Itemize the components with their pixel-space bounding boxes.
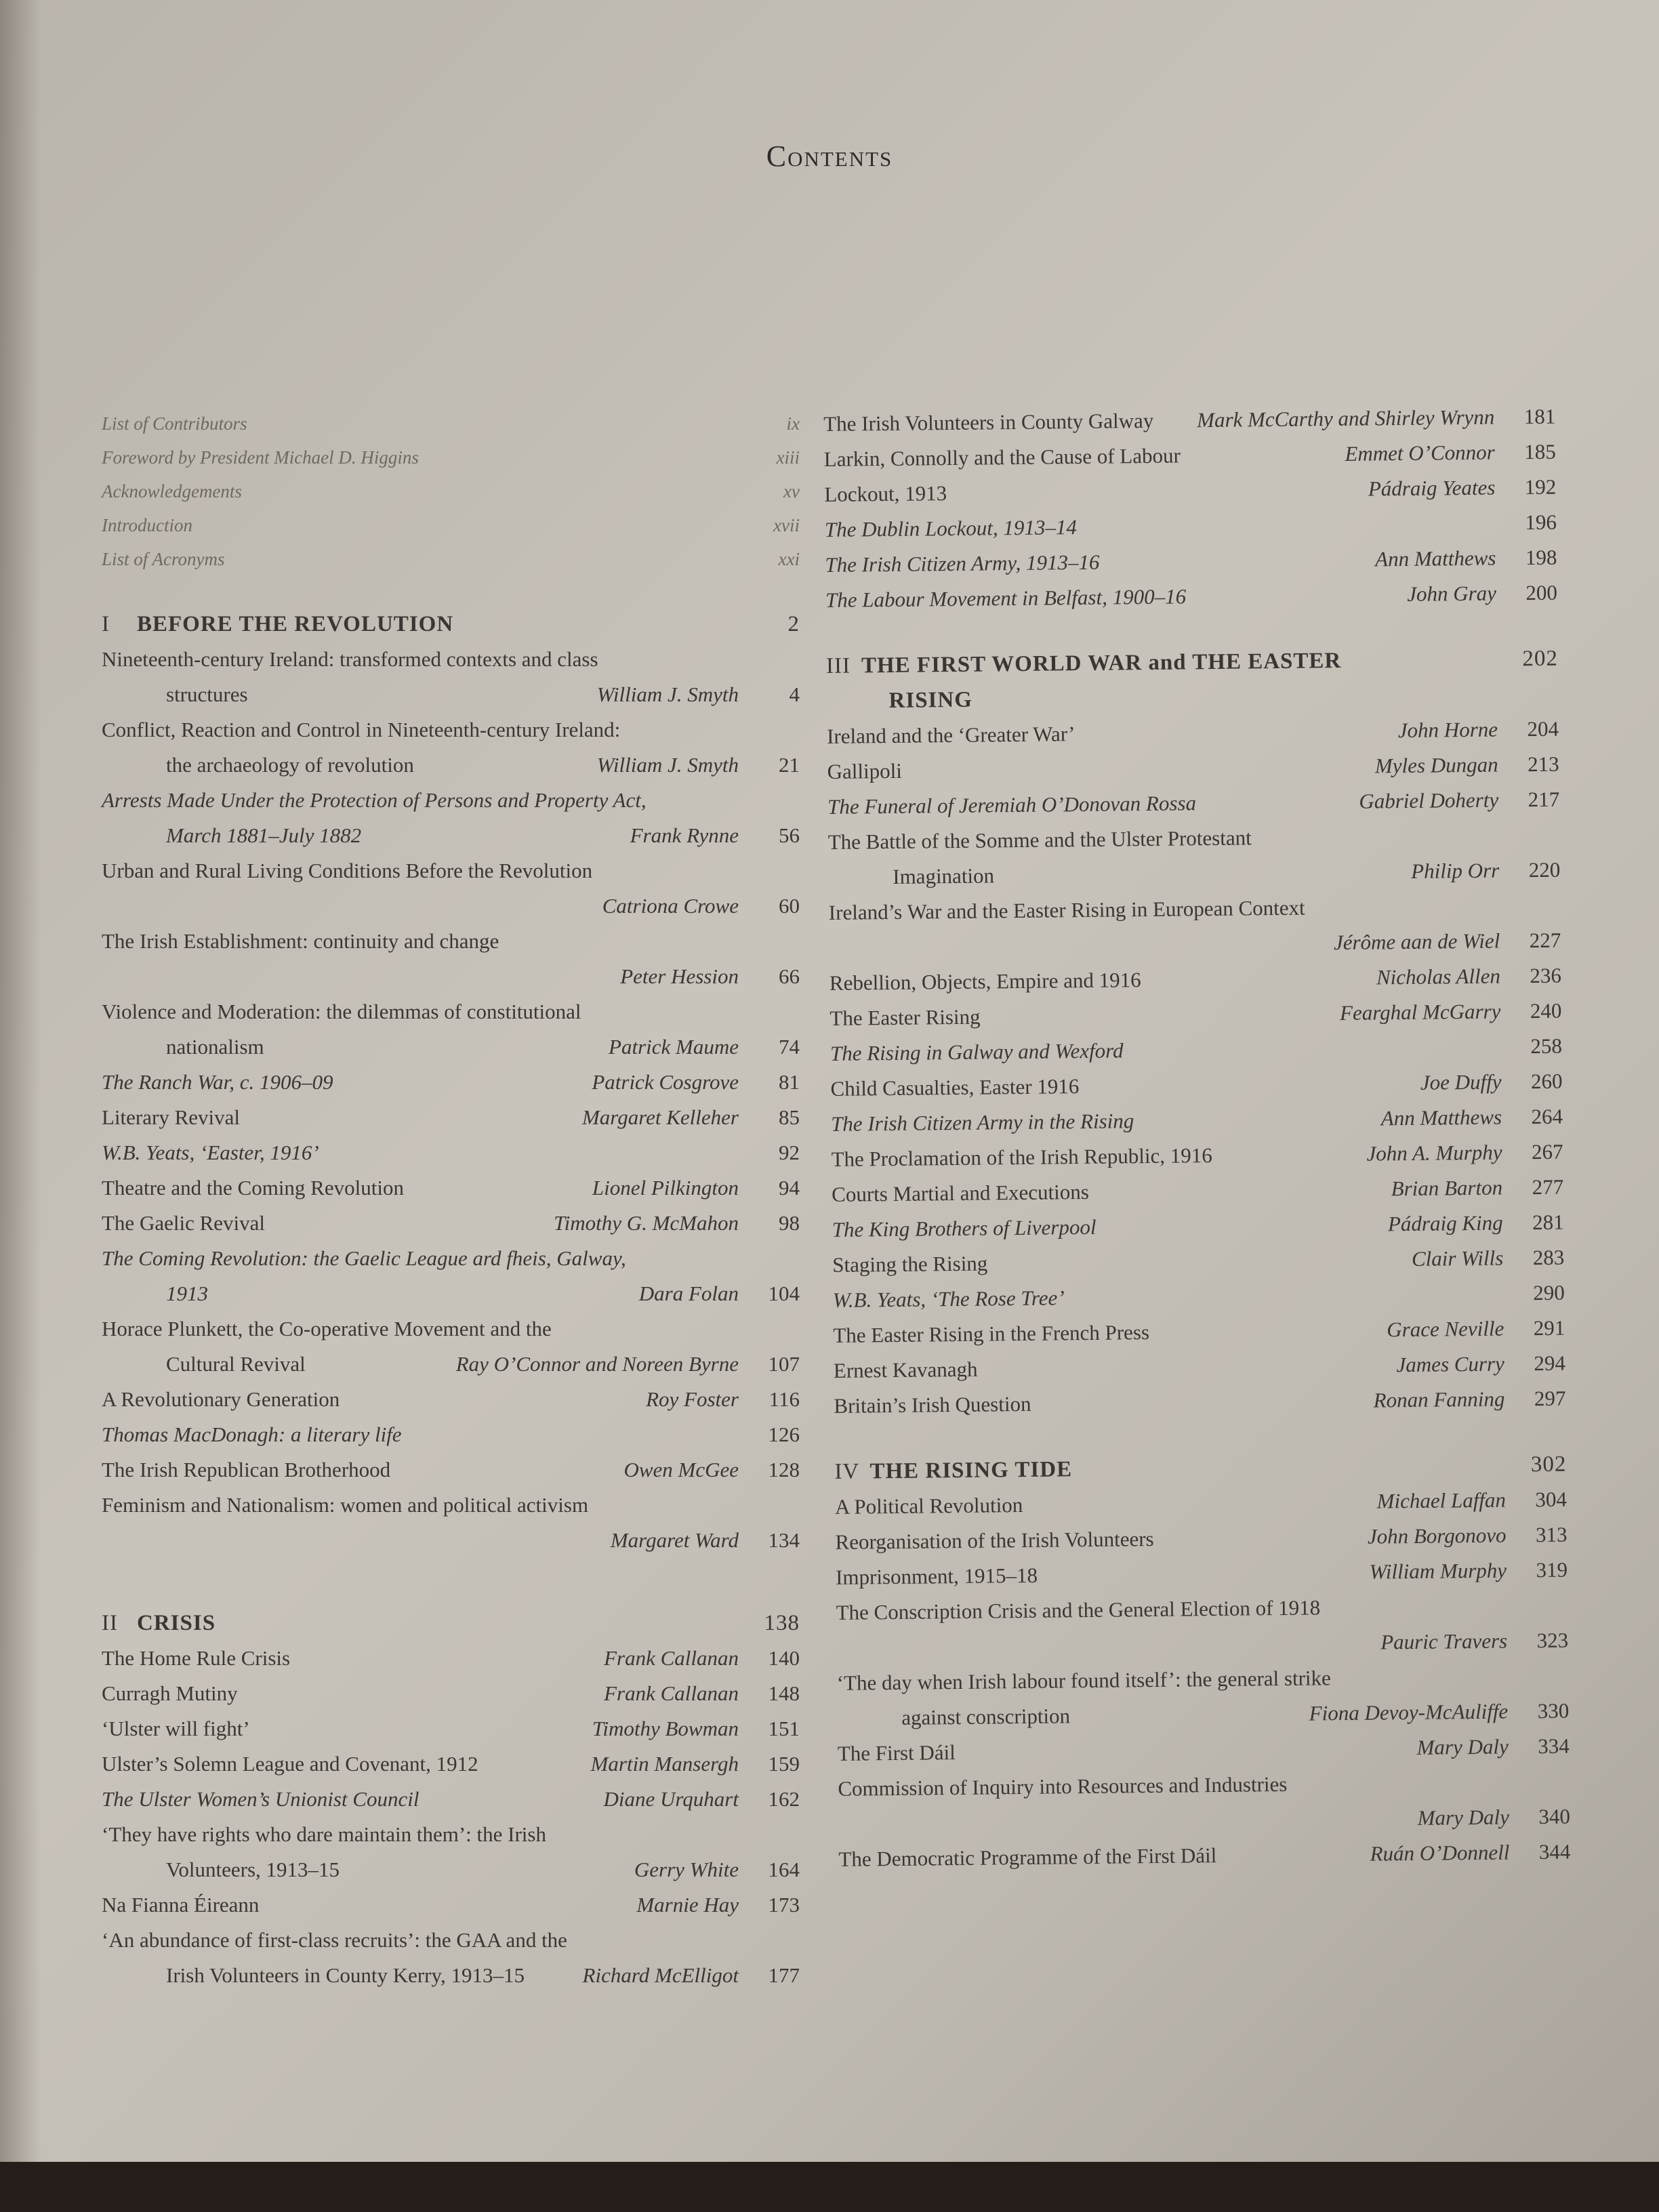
entry-line (102, 994, 800, 1029)
section-heading[interactable] (102, 607, 800, 642)
entry-title-continued: against conscription (901, 1704, 1071, 1729)
table-surface (0, 2162, 1659, 2212)
entry-title: The Democratic Programme of the First Dáil (838, 1843, 1217, 1871)
entry-title: The Irish Volunteers in County Galway (823, 408, 1154, 436)
entry-title-continued: Cultural Revival (166, 1352, 306, 1376)
entry-author: Nicholas Allen (1376, 964, 1501, 989)
entry-line (102, 712, 800, 747)
entry-title: Britain’s Irish Question (834, 1391, 1031, 1418)
section-2-continued (823, 399, 1557, 618)
entry-title: The First Dáil (837, 1740, 956, 1765)
toc-entry[interactable] (102, 1170, 800, 1206)
entry-author: John Gray (1407, 581, 1497, 606)
entry-author: Emmet O’Connor (1345, 440, 1495, 466)
entry-author: Roy Foster (646, 1387, 739, 1411)
entry-page: 330 (1537, 1698, 1570, 1723)
entry-title: Ulster’s Solemn League and Covenant, 1912 (102, 1752, 478, 1776)
entry-page: 98 (779, 1211, 800, 1235)
entry-title: Ireland and the ‘Greater War’ (826, 722, 1076, 748)
entry-author: Frank Callanan (604, 1646, 739, 1670)
toc-entry[interactable] (102, 1065, 800, 1100)
entry-title: The Rising in Galway and Wexford (830, 1038, 1124, 1065)
entry-title: Reorganisation of the Irish Volunteers (835, 1526, 1154, 1554)
toc-entry[interactable] (102, 1923, 800, 1993)
entry-page: 204 (1527, 716, 1559, 741)
entry-page: 267 (1531, 1139, 1563, 1164)
section-heading-row (102, 1605, 800, 1641)
section-title-text: BEFORE THE REVOLUTION (137, 612, 454, 636)
entry-line (102, 1135, 800, 1170)
entry-title: W.B. Yeats, ‘The Rose Tree’ (832, 1286, 1065, 1312)
entry-page: 220 (1528, 857, 1561, 882)
toc-entry[interactable] (102, 783, 800, 853)
entry-author: William Murphy (1369, 1558, 1507, 1584)
entry-author: Ruán O’Donnell (1370, 1840, 1510, 1866)
front-matter-item[interactable]: Acknowledgements xv (102, 481, 800, 501)
entry-author: Patrick Cosgrove (592, 1070, 739, 1094)
section-4 (834, 1447, 1570, 1877)
entry-line (102, 783, 800, 818)
section-title-text: THE RISING TIDE (869, 1457, 1073, 1484)
entry-author: Richard McElligot (582, 1963, 739, 1987)
entry-author: Gabriel Doherty (1359, 787, 1499, 813)
toc-entry[interactable] (102, 1382, 800, 1417)
section-numeral: III (825, 653, 851, 678)
entry-page: 177 (768, 1963, 800, 1987)
entry-page: 151 (768, 1717, 800, 1740)
entry-line (102, 1782, 800, 1817)
entry-title: Rebellion, Objects, Empire and 1916 (829, 968, 1141, 995)
entry-title: The Funeral of Jeremiah O’Donovan Rossa (827, 791, 1197, 819)
entry-page: 291 (1533, 1315, 1565, 1340)
toc-entry[interactable] (838, 1764, 1570, 1842)
section-title (102, 607, 752, 642)
entry-title: Lockout, 1913 (824, 481, 947, 506)
entry-title: ‘An abundance of first-class recruits’: the GAA and the (102, 1928, 567, 1952)
entry-title: The Coming Revolution: the Gaelic League ard fheis, Galway, (102, 1246, 626, 1270)
entry-author: William J. Smyth (596, 682, 739, 706)
entry-author-line (102, 888, 800, 924)
entry-line (102, 1206, 800, 1241)
entry-author: Mary Daly (1417, 1805, 1510, 1830)
entry-title: Theatre and the Coming Revolution (102, 1176, 404, 1200)
entry-title: The Conscription Crisis and the General Election of 1918 (836, 1595, 1321, 1624)
entry-title: ‘The day when Irish labour found itself’: the general strike (836, 1666, 1331, 1695)
contents-right-column (823, 399, 1571, 1877)
entry-line (102, 1382, 800, 1417)
entry-title: A Revolutionary Generation (102, 1387, 340, 1411)
entry-author: Fearghal McGarry (1339, 999, 1501, 1025)
entry-page: 92 (779, 1141, 800, 1164)
entry-page: 4 (789, 682, 800, 706)
section-numeral: II (102, 1611, 118, 1635)
entry-page: 227 (1529, 928, 1561, 953)
entry-title: The Labour Movement in Belfast, 1900–16 (825, 584, 1187, 612)
entry-author: John Borgonovo (1367, 1523, 1507, 1549)
toc-entry[interactable] (838, 1835, 1570, 1877)
toc-entry[interactable] (102, 1711, 800, 1746)
toc-entry[interactable] (102, 1676, 800, 1711)
entry-title: The Easter Rising in the French Press (833, 1320, 1150, 1347)
entry-page: 21 (779, 753, 800, 777)
entry-page: 277 (1532, 1174, 1564, 1200)
entry-title-continued: Volunteers, 1913–15 (166, 1858, 340, 1881)
entry-author: Marnie Hay (636, 1893, 739, 1917)
entry-line (102, 1488, 800, 1523)
entry-title: Curragh Mutiny (102, 1681, 238, 1705)
entry-author: Frank Rynne (630, 823, 739, 847)
entry-title: The Ranch War, c. 1906–09 (102, 1070, 333, 1094)
entry-author: Peter Hession (620, 964, 739, 988)
entry-title-continued: March 1881–July 1882 (166, 823, 362, 847)
entry-line (102, 1923, 800, 1958)
section-2 (102, 1605, 800, 1993)
entry-author: Michael Laffan (1376, 1488, 1507, 1513)
entry-page: 164 (768, 1858, 800, 1881)
entry-page: 134 (768, 1528, 800, 1552)
section-page: 202 (1522, 646, 1559, 672)
entry-line (102, 1887, 800, 1923)
toc-entry[interactable] (102, 1417, 800, 1452)
toc-entry[interactable] (102, 1311, 800, 1382)
entry-author: James Curry (1396, 1351, 1505, 1377)
entry-line (102, 1746, 800, 1782)
entry-line (838, 1835, 1570, 1877)
toc-entry[interactable] (102, 1241, 800, 1311)
section-1 (102, 607, 800, 1558)
entry-title: Ernest Kavanagh (833, 1357, 978, 1382)
entry-author: Ronan Fanning (1373, 1387, 1505, 1412)
entry-title: The Dublin Lockout, 1913–14 (824, 515, 1078, 541)
entry-line-continued (102, 747, 800, 783)
entry-author: Clair Wills (1411, 1246, 1504, 1271)
entry-author: Timothy G. McMahon (554, 1211, 739, 1235)
entry-author: Lionel Pilkington (592, 1176, 739, 1200)
toc-entry[interactable] (102, 642, 800, 712)
entry-page: 196 (1525, 510, 1557, 535)
entry-author: Margaret Ward (610, 1528, 739, 1552)
entry-page: 319 (1536, 1557, 1568, 1582)
entry-spacer (829, 949, 1334, 955)
entry-line (102, 924, 800, 959)
entry-title: Commission of Inquiry into Resources and Industries (838, 1771, 1288, 1801)
entry-line-continued (102, 818, 800, 853)
entry-author: Brian Barton (1391, 1175, 1503, 1201)
entry-author: Philip Orr (1410, 858, 1500, 883)
entry-title: The Home Rule Crisis (102, 1646, 291, 1670)
entry-title: Na Fianna Éireann (102, 1893, 260, 1917)
section-heading[interactable] (102, 1605, 800, 1641)
toc-entry[interactable] (836, 1658, 1569, 1736)
entry-title: Feminism and Nationalism: women and political activism (102, 1493, 589, 1517)
entry-title-continued: Irish Volunteers in County Kerry, 1913–15 (166, 1963, 525, 1987)
entry-page: 236 (1530, 963, 1562, 988)
entry-title: The Easter Rising (830, 1004, 981, 1030)
entry-title: Staging the Rising (832, 1251, 988, 1277)
entry-page: 56 (779, 823, 800, 847)
entry-author: Pádraig King (1387, 1210, 1503, 1236)
entry-page: 313 (1535, 1522, 1568, 1547)
entry-title: Larkin, Connolly and the Cause of Labour (823, 443, 1181, 471)
entry-title: The Irish Republican Brotherhood (102, 1458, 391, 1481)
entry-author: Joe Duffy (1420, 1069, 1502, 1094)
section-title (102, 1605, 752, 1641)
entry-page: 94 (779, 1176, 800, 1200)
entry-title: The Irish Citizen Army, 1913–16 (825, 550, 1100, 577)
entry-page: 107 (768, 1352, 800, 1376)
entry-page: 258 (1530, 1033, 1563, 1059)
entry-author: John Horne (1397, 717, 1498, 743)
entry-title-continued: nationalism (166, 1035, 264, 1059)
entry-page: 260 (1530, 1069, 1563, 1094)
entry-title-continued: structures (166, 682, 248, 706)
entry-title: ‘Ulster will fight’ (102, 1717, 250, 1740)
entry-page: 116 (769, 1387, 800, 1411)
entry-author: William J. Smyth (596, 753, 739, 777)
entry-spacer (838, 1825, 1418, 1831)
section-numeral: IV (834, 1459, 860, 1484)
entry-page: 173 (768, 1893, 800, 1917)
entry-author: Mary Daly (1416, 1734, 1509, 1759)
entry-line-continued (102, 1347, 800, 1382)
entry-author: Ann Matthews (1374, 546, 1496, 571)
toc-entry[interactable] (102, 1887, 800, 1923)
entry-page: 181 (1523, 404, 1556, 429)
toc-entry[interactable] (102, 853, 800, 924)
entry-page: 148 (768, 1681, 800, 1705)
entry-page: 66 (779, 964, 800, 988)
entry-page: 185 (1524, 439, 1556, 464)
front-matter-item[interactable]: List of Acronyms xxi (102, 549, 800, 569)
entry-line (102, 1170, 800, 1206)
entry-line (102, 642, 800, 677)
entry-page: 334 (1538, 1734, 1570, 1759)
entry-title: The Ulster Women’s Unionist Council (102, 1787, 419, 1811)
front-matter-item[interactable]: Foreword by President Michael D. Higgins xiii (102, 447, 800, 468)
entry-title: Nineteenth-century Ireland: transformed contexts and class (102, 647, 598, 671)
entry-page: 213 (1527, 752, 1559, 777)
entry-title: Violence and Moderation: the dilemmas of constitutional (102, 1000, 581, 1023)
entry-title: Literary Revival (102, 1105, 240, 1129)
entry-title: The Gaelic Revival (102, 1211, 266, 1235)
entry-page: 281 (1532, 1210, 1564, 1235)
entry-title: Urban and Rural Living Conditions Before the Revolution (102, 859, 593, 882)
entry-page: 290 (1533, 1280, 1565, 1305)
entry-page: 323 (1536, 1628, 1569, 1653)
entry-line (102, 1641, 800, 1676)
toc-entry[interactable] (102, 1135, 800, 1170)
page-title: Contents (766, 140, 893, 173)
entry-author: Grace Neville (1387, 1316, 1504, 1342)
toc-entry[interactable] (102, 1641, 800, 1676)
entry-title: Ireland’s War and the Easter Rising in European Context (828, 895, 1305, 924)
entry-page: 162 (768, 1787, 800, 1811)
entry-page: 344 (1538, 1839, 1571, 1864)
entry-author: Patrick Maume (609, 1035, 739, 1059)
entry-title: Imprisonment, 1915–18 (835, 1563, 1038, 1589)
entry-line (102, 853, 800, 888)
toc-entry[interactable] (102, 994, 800, 1065)
entry-author: Martin Mansergh (590, 1752, 739, 1776)
entry-title: Gallipoli (827, 758, 903, 783)
entry-author: Margaret Kelleher (581, 1105, 739, 1129)
entry-author: Gerry White (634, 1858, 739, 1881)
entry-author: Jérôme aan de Wiel (1333, 928, 1500, 955)
toc-entry[interactable] (102, 1746, 800, 1782)
toc-entry[interactable] (836, 1588, 1568, 1666)
entry-page: 294 (1534, 1351, 1566, 1376)
entry-title: Thomas MacDonagh: a literary life (102, 1422, 402, 1446)
entry-line (102, 1100, 800, 1135)
entry-title-continued: the archaeology of revolution (166, 753, 414, 777)
entry-page: 198 (1525, 545, 1557, 570)
front-matter-item[interactable]: Introduction xvii (102, 515, 800, 535)
toc-entry[interactable] (102, 712, 800, 783)
entry-title-continued: 1913 (166, 1282, 208, 1305)
entry-author: Myles Dungan (1374, 752, 1498, 778)
entry-title: The King Brothers of Liverpool (832, 1214, 1097, 1242)
entry-title: Arrests Made Under the Protection of Persons and Property Act, (102, 788, 647, 812)
entry-page: 159 (768, 1752, 800, 1776)
entry-author: John A. Murphy (1366, 1140, 1502, 1166)
entry-page: 304 (1535, 1487, 1568, 1512)
entry-page: 128 (768, 1458, 800, 1481)
entry-page: 74 (779, 1035, 800, 1059)
entry-line-continued (102, 1276, 800, 1311)
entry-author: Catriona Crowe (602, 894, 739, 918)
entry-title: ‘They have rights who dare maintain them’: the Irish (102, 1822, 546, 1846)
entry-line (102, 1417, 800, 1452)
entry-line (102, 1452, 800, 1488)
toc-entry[interactable] (827, 817, 1560, 895)
entry-line (102, 1311, 800, 1347)
entry-title: The Proclamation of the Irish Republic, 1916 (831, 1143, 1212, 1171)
entry-page: 85 (779, 1105, 800, 1129)
entry-author: Timothy Bowman (592, 1717, 739, 1740)
entry-page: 81 (779, 1070, 800, 1094)
entry-page: 192 (1524, 474, 1557, 499)
entry-line (102, 1676, 800, 1711)
entry-author: Diane Urquhart (603, 1787, 739, 1811)
entry-author: Ray O’Connor and Noreen Byrne (455, 1352, 739, 1376)
section-title-text: THE FIRST WORLD WAR and THE EASTER (861, 649, 1342, 678)
entry-page: 264 (1531, 1104, 1563, 1129)
section-page: 2 (787, 612, 800, 636)
entry-author: Dara Folan (638, 1282, 739, 1305)
entry-line-continued (102, 1029, 800, 1065)
entry-title-continued: Imagination (893, 863, 995, 888)
entry-line-continued (102, 1958, 800, 1993)
entry-page: 140 (768, 1646, 800, 1670)
section-3 (826, 641, 1566, 1424)
entry-author: Fiona Devoy-McAuliffe (1309, 1699, 1509, 1725)
toc-entry[interactable] (102, 1100, 800, 1135)
entry-title: The Battle of the Somme and the Ulster Protestant (827, 825, 1252, 854)
toc-entry[interactable] (102, 1452, 800, 1488)
entry-author-line (102, 1523, 800, 1558)
entry-page: 283 (1532, 1245, 1565, 1270)
entry-author: Owen McGee (623, 1458, 739, 1481)
entry-author: Ann Matthews (1380, 1105, 1502, 1130)
entry-line-continued (102, 677, 800, 712)
entry-page: 60 (779, 894, 800, 918)
toc-entry[interactable] (102, 1782, 800, 1817)
entry-line (102, 1817, 800, 1852)
section-page: 302 (1530, 1452, 1567, 1477)
entry-author: Pauric Travers (1380, 1629, 1508, 1654)
section-numeral: I (102, 612, 110, 636)
section-heading[interactable] (826, 641, 1559, 719)
contents-left-column (102, 407, 800, 1993)
entry-author-line (102, 959, 800, 994)
entry-line-continued (102, 1852, 800, 1887)
binding-shadow (0, 0, 41, 2162)
entry-author: Pádraig Yeates (1368, 475, 1496, 501)
toc-entry[interactable] (829, 888, 1561, 966)
section-title (826, 641, 1511, 684)
entry-page: 297 (1534, 1386, 1566, 1411)
section-page: 138 (764, 1611, 800, 1635)
entry-author: Mark McCarthy and Shirley Wrynn (1196, 405, 1495, 432)
toc-entry[interactable] (102, 1206, 800, 1241)
entry-page: 200 (1525, 580, 1558, 605)
front-matter-list (102, 407, 800, 576)
entry-title: Child Casualties, Easter 1916 (830, 1074, 1080, 1101)
entry-line (102, 1065, 800, 1100)
entry-line (102, 1241, 800, 1276)
entry-page: 340 (1538, 1804, 1571, 1829)
entry-title: W.B. Yeats, ‘Easter, 1916’ (102, 1141, 319, 1164)
section-title-text: CRISIS (137, 1611, 216, 1635)
entry-spacer (836, 1649, 1380, 1654)
entry-author: Frank Callanan (604, 1681, 739, 1705)
entry-title: Horace Plunkett, the Co-operative Movement and the (102, 1317, 552, 1340)
section-title-continued: RISING (888, 687, 973, 714)
entry-line (102, 1711, 800, 1746)
entry-page: 126 (768, 1422, 800, 1446)
entry-title: Conflict, Reaction and Control in Nineteenth-century Ireland: (102, 718, 621, 741)
toc-entry[interactable] (102, 1488, 800, 1558)
entry-page: 104 (768, 1282, 800, 1305)
entry-title: Courts Martial and Executions (831, 1179, 1090, 1206)
entry-title: The Irish Establishment: continuity and change (102, 929, 499, 953)
front-matter-item[interactable]: List of Contributors ix (102, 413, 800, 434)
toc-entry[interactable] (102, 924, 800, 994)
entry-page: 217 (1528, 787, 1560, 812)
entry-title: A Political Revolution (834, 1493, 1023, 1519)
entry-page: 240 (1530, 998, 1562, 1023)
toc-entry[interactable] (102, 1817, 800, 1887)
section-heading-row (102, 607, 800, 642)
entry-title: The Irish Citizen Army in the Rising (830, 1109, 1134, 1136)
